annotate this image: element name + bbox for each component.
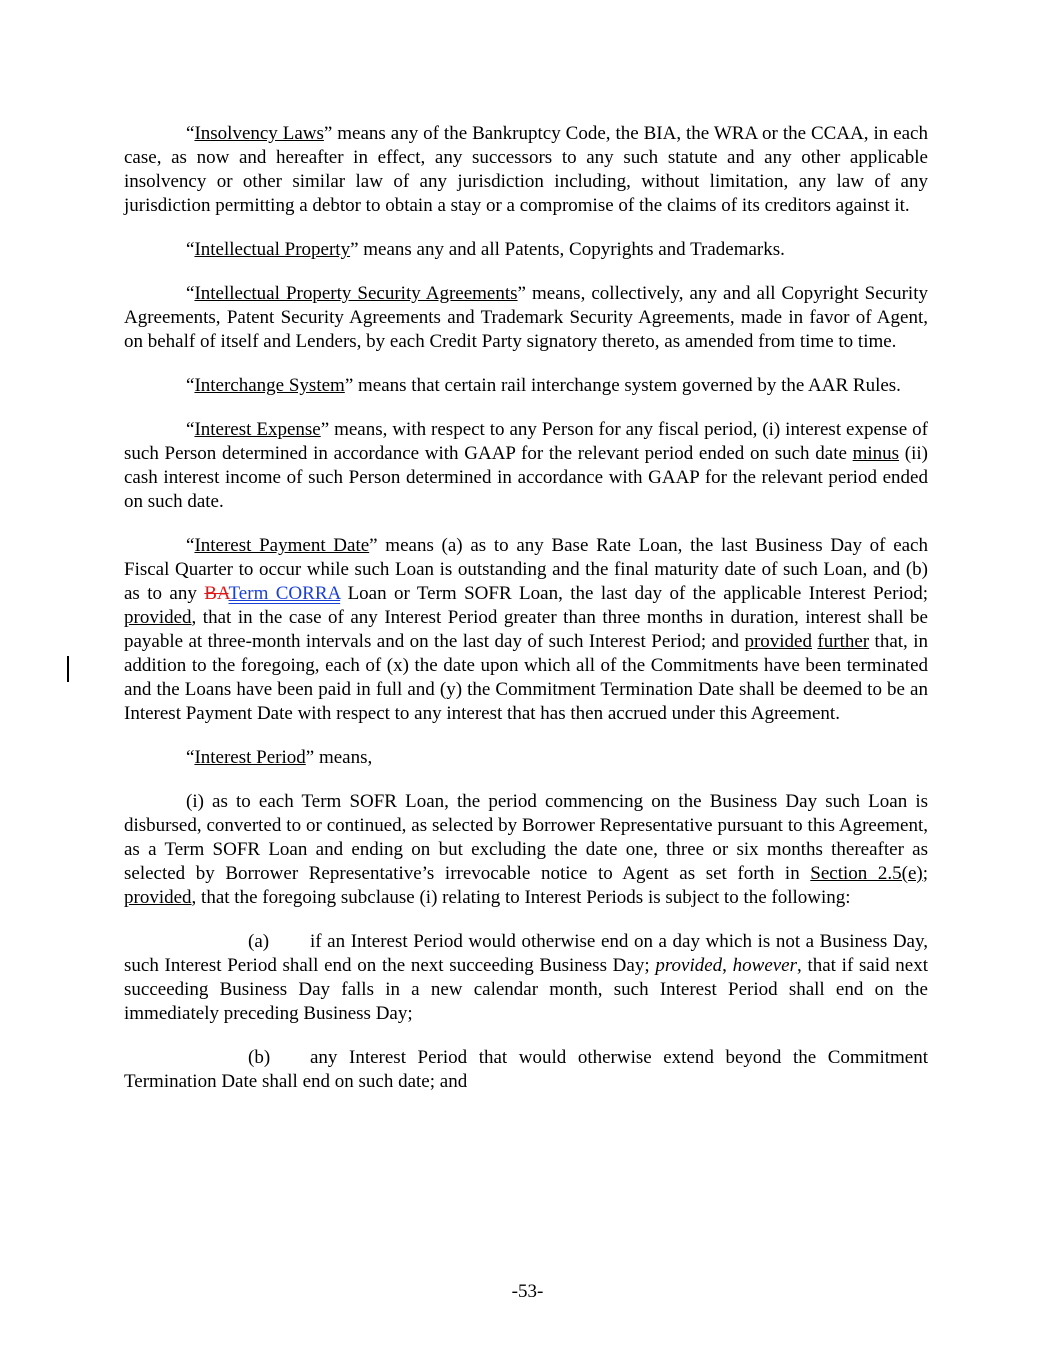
inserted-text: Term CORRA <box>228 583 341 604</box>
further-term: further <box>817 631 870 652</box>
defined-term: Interest Payment Date <box>194 535 370 556</box>
provided-italic: provided <box>655 955 723 976</box>
defined-term: Intellectual Property <box>194 239 351 260</box>
clause-label: (b) <box>248 1047 271 1068</box>
definition-interest-payment-date: “Interest Payment Date” means (a) as to any Base Rate Loan, the last Business Day of each Fiscal Quarter to occur while such Loan is outstanding and the final maturity date of such Loan, and (b) as to any BATerm CORRA Loan or Term SOFR Loan, the last day of the applicable Interest Period; provided, that in the case of any Interest Period greater than three months in duration, interest shall be payable at three-month intervals and on the last day of such Interest Period; and provided further that, in addition to the foregoing, each of (x) the date upon which all of the Commitments have been terminated and the Loans have been paid in full and (y) the Commitment Termination Date shall be deemed to be an Interest Payment Date with respect to any interest that has then accrued under this Agreement. <box>124 535 928 724</box>
document-page <box>124 122 928 1114</box>
clause-label: (a) <box>248 931 270 952</box>
defined-term: Insolvency Laws <box>194 123 324 144</box>
definition-intellectual-property: “Intellectual Property” means any and all Patents, Copyrights and Trademarks. <box>186 239 785 260</box>
definition-interest-expense: “Interest Expense” means, with respect to any Person for any fiscal period, (i) interest expense of such Person determined in accordance with GAAP for the relevant period ended on such date minus (ii) cash interest income of such Person determined in accordance with GAAP for the relevant period ended on such date. <box>124 419 929 512</box>
minus-term: minus <box>852 443 900 464</box>
defined-term: Intellectual Property Security Agreements <box>194 283 518 304</box>
provided-term: provided <box>744 631 812 652</box>
deleted-text: BA <box>204 583 229 604</box>
clause-b: (b) any Interest Period that would otherwise extend beyond the Commitment Termination Date shall end on such date; and <box>124 1047 928 1092</box>
clause-i: (i) as to each Term SOFR Loan, the period commencing on the Business Day such Loan is disbursed, converted to or continued, as selected by Borrower Representative pursuant to this Agreement, as a Term SOFR Loan and ending on but excluding the date one, three or six months thereafter as selected by Borrower Representative’s irrevocable notice to Agent as set forth in Section 2.5(e); provided, that the foregoing subclause (i) relating to Interest Periods is subject to the following: <box>124 791 928 908</box>
however-italic: however <box>732 955 798 976</box>
section-reference: Section 2.5(e) <box>810 863 923 884</box>
page-number: -53- <box>511 1281 544 1302</box>
provided-term: provided <box>124 607 192 628</box>
change-bar <box>67 656 69 682</box>
definition-interchange-system: “Interchange System” means that certain rail interchange system governed by the AAR Rules. <box>186 375 901 396</box>
defined-term: Interest Expense <box>194 419 321 440</box>
provided-term: provided <box>124 887 192 908</box>
definition-ip-security-agreements: “Intellectual Property Security Agreements” means, collectively, any and all Copyright Security Agreements, Patent Security Agreements and Trademark Security Agreements, made in favor of Agent, on behalf of itself and Lenders, by each Credit Party signatory thereto, as amended from time to time. <box>124 283 928 352</box>
defined-term: Interest Period <box>194 747 306 768</box>
definition-interest-period: “Interest Period” means, <box>186 747 373 768</box>
defined-term: Interchange System <box>194 375 345 396</box>
definition-insolvency-laws: “Insolvency Laws” means any of the Bankruptcy Code, the BIA, the WRA or the CCAA, in each case, as now and hereafter in effect, any successors to any such statute and any other applicable insolvency or other similar law of any jurisdiction including, without limitation, any law of any jurisdiction permitting a debtor to obtain a stay or a compromise of the claims of its creditors against it. <box>124 123 928 216</box>
clause-a: (a) if an Interest Period would otherwise end on a day which is not a Business Day, such Interest Period shall end on the next succeeding Business Day; provided, however, that if said next succeeding Business Day falls in a new calendar month, such Interest Period shall end on the immediately preceding Business Day; <box>124 931 929 1024</box>
